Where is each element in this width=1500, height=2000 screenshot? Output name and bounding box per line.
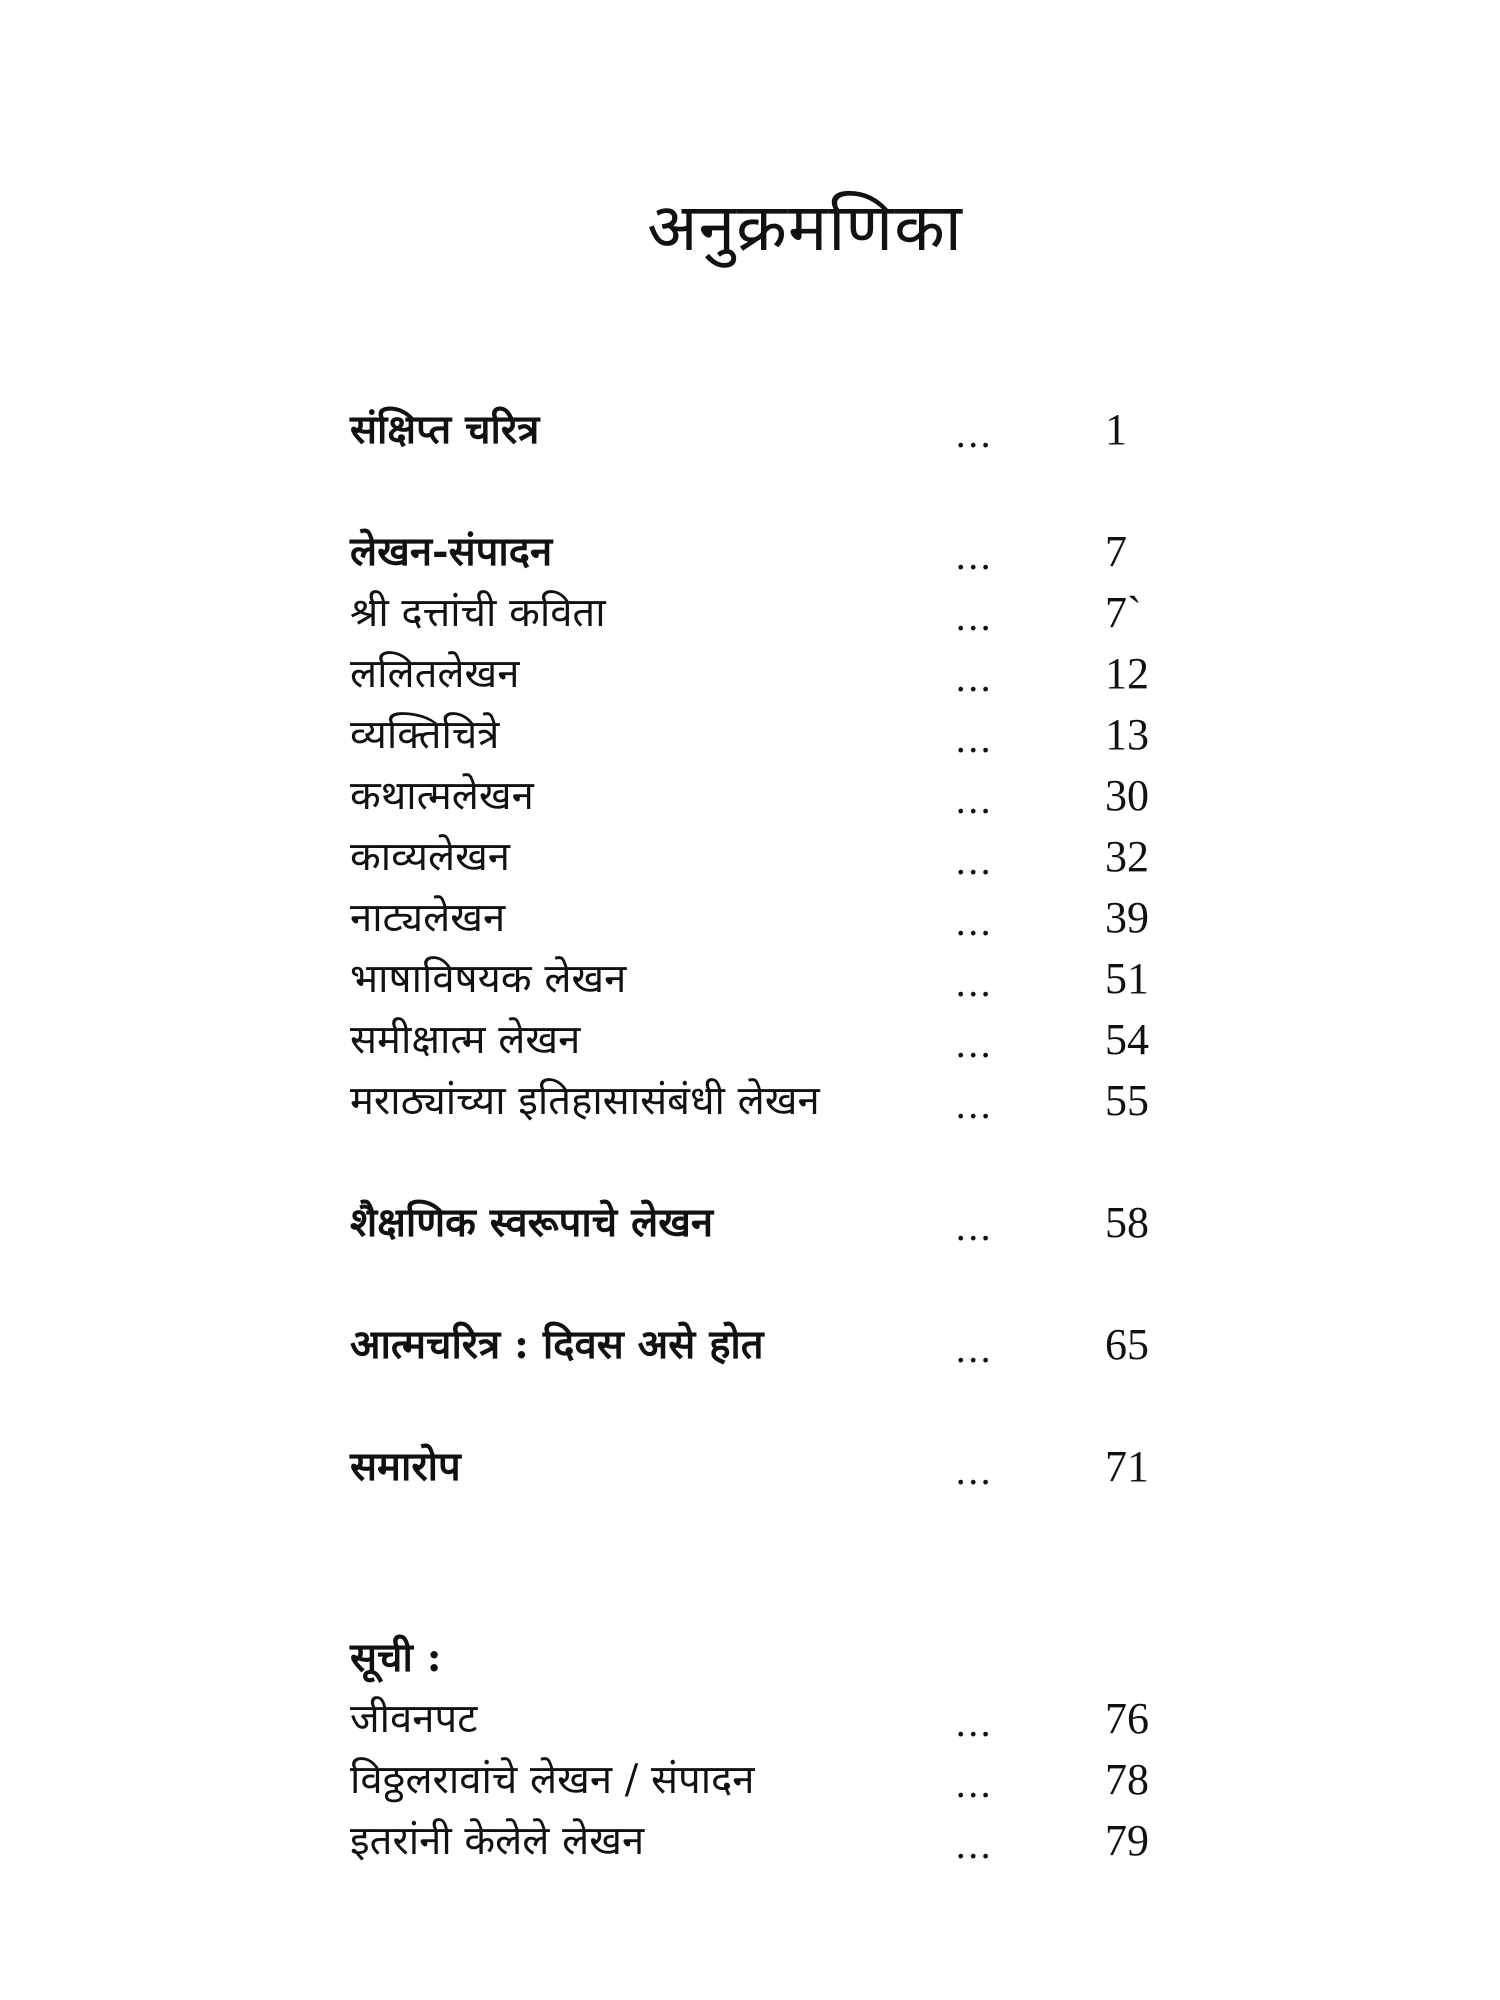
entry-label: लेखन-संपादन (350, 528, 553, 575)
toc-entry (350, 583, 1170, 643)
toc-entry (350, 1071, 1170, 1131)
entry-label: समारोप (350, 1443, 461, 1490)
entry-page-number: 39 (1105, 893, 1149, 942)
entry-page-number: 76 (1105, 1694, 1149, 1743)
entry-label: मराठ्यांच्या इतिहासासंबंधी लेखन (350, 1078, 820, 1124)
entry-page-number: 65 (1105, 1320, 1149, 1369)
leader-dots: ... (955, 659, 993, 700)
leader-dots: ... (955, 1826, 993, 1867)
entry-label: नाट्यलेखन (350, 895, 506, 941)
leader-dots: ... (955, 720, 993, 761)
entry-page-number: 1 (1105, 405, 1127, 454)
leader-dots: ... (955, 1025, 993, 1066)
leader-dots: ... (955, 1704, 993, 1745)
entry-page-number: 54 (1105, 1015, 1149, 1064)
entry-page-number: 71 (1105, 1442, 1149, 1491)
leader-dots: ... (955, 903, 993, 944)
toc-entry (350, 888, 1170, 948)
toc-entry (350, 644, 1170, 704)
entry-page-number: 51 (1105, 954, 1149, 1003)
entry-label: संक्षिप्त चरित्र (350, 406, 540, 453)
toc-entry (350, 1750, 1170, 1810)
leader-dots: ... (955, 781, 993, 822)
entry-page-number: 7 (1105, 527, 1127, 576)
entry-label: काव्यलेखन (350, 834, 510, 880)
toc-entry (350, 766, 1170, 826)
entry-label: इतरांनी केलेले लेखन (350, 1818, 645, 1864)
leader-dots: ... (955, 1765, 993, 1806)
leader-dots: ... (955, 537, 993, 578)
appendix-heading: सूची : (350, 1634, 442, 1681)
entry-label: भाषाविषयक लेखन (350, 956, 627, 1002)
toc-entry (350, 522, 1170, 582)
entry-label: कथात्मलेखन (350, 773, 534, 819)
entry-label: विठ्ठलरावांचे लेखन / संपादन (350, 1757, 755, 1803)
leader-dots: ... (955, 842, 993, 883)
entry-label: समीक्षात्म लेखन (350, 1017, 581, 1063)
entry-label: श्री दत्तांची कविता (350, 590, 606, 636)
leader-dots: ... (955, 1208, 993, 1249)
toc-entry (350, 1689, 1170, 1749)
entry-label: आत्मचरित्र : दिवस असे होत (350, 1321, 764, 1368)
entry-page-number: 32 (1105, 832, 1149, 881)
entry-label: शैक्षणिक स्वरूपाचे लेखन (350, 1199, 714, 1246)
toc-entry (350, 400, 1170, 460)
entry-label: व्यक्तिचित्रे (350, 712, 500, 758)
leader-dots: ... (955, 964, 993, 1005)
toc-entry (350, 1437, 1170, 1497)
toc-entry (350, 949, 1170, 1009)
toc-entry (350, 705, 1170, 765)
page-title: अनुक्रमणिका (647, 189, 963, 266)
entry-page-number: 78 (1105, 1755, 1149, 1804)
toc-entry (350, 1193, 1170, 1253)
leader-dots: ... (955, 1452, 993, 1493)
entry-page-number: 55 (1105, 1076, 1149, 1125)
toc-entry (350, 1010, 1170, 1070)
entry-page-number: 79 (1105, 1816, 1149, 1865)
leader-dots: ... (955, 1330, 993, 1371)
entry-page-number: 12 (1105, 649, 1149, 698)
leader-dots: ... (955, 415, 993, 456)
toc-entry (350, 1811, 1170, 1871)
entry-page-number: 30 (1105, 771, 1149, 820)
entry-label: ललितलेखन (350, 651, 520, 697)
entry-page-number: 58 (1105, 1198, 1149, 1247)
toc-entry (350, 827, 1170, 887)
toc-entry (350, 1315, 1170, 1375)
entry-page-number: 13 (1105, 710, 1149, 759)
entry-page-number: 7` (1105, 588, 1142, 637)
leader-dots: ... (955, 598, 993, 639)
leader-dots: ... (955, 1086, 993, 1127)
entry-label: जीवनपट (350, 1696, 478, 1742)
